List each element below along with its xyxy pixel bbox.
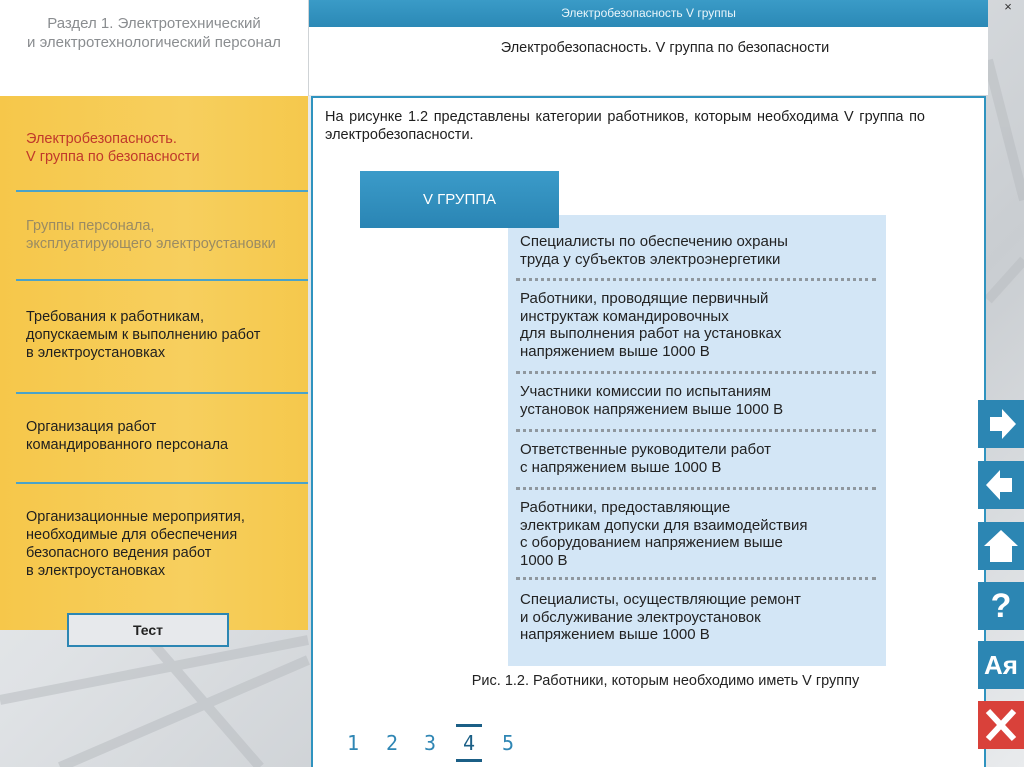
- dotted-divider: [516, 371, 876, 374]
- dotted-divider: [516, 429, 876, 432]
- window-title: Электробезопасность V группы: [309, 0, 988, 27]
- home-icon: [978, 522, 1024, 570]
- page-header: [309, 27, 988, 95]
- section-header: [0, 0, 309, 96]
- page-1[interactable]: 1: [346, 731, 360, 755]
- arrow-right-icon: [978, 400, 1024, 448]
- section-title: [0, 14, 308, 52]
- exit-button[interactable]: [978, 701, 1024, 749]
- glossary-icon: Ая: [984, 650, 1018, 680]
- category-item: Специалисты по обеспечению охраны труда у субъектов электроэнергетики: [520, 233, 788, 268]
- page-4-current[interactable]: 4: [456, 730, 482, 756]
- category-item: Специалисты, осуществляющие ремонт и обслуживание электроустановок напряжением выше 1000 В: [520, 591, 801, 643]
- close-icon: [978, 701, 1024, 749]
- sidebar-divider: [16, 482, 308, 484]
- sidebar-item-v-group[interactable]: [0, 130, 308, 190]
- dotted-divider: [516, 487, 876, 490]
- categories-panel: [508, 215, 886, 666]
- sidebar-item-label: Требования к работникам, допускаемым к выполнению работ в электроустановках: [26, 309, 261, 361]
- back-button[interactable]: [978, 461, 1024, 509]
- next-button[interactable]: [978, 400, 1024, 448]
- section-title-line1: Раздел 1. Электротехнический: [47, 15, 261, 32]
- sidebar-item-label: Группы персонала, эксплуатирующего электроустановки: [26, 218, 276, 252]
- page-title: Электробезопасность. V группа по безопасности: [500, 40, 830, 56]
- glossary-button[interactable]: [978, 641, 1024, 689]
- sidebar-item-seconded-personnel[interactable]: [0, 418, 308, 478]
- page-2[interactable]: 2: [385, 731, 399, 755]
- content-panel: [311, 96, 986, 767]
- arrow-left-icon: [978, 461, 1024, 509]
- dotted-divider: [516, 278, 876, 281]
- help-button[interactable]: [978, 582, 1024, 630]
- category-item: Участники комиссии по испытаниям установок напряжением выше 1000 В: [520, 383, 784, 418]
- category-item: Работники, предоставляющие электрикам допуски для взаимодействия с оборудованием напряжением выше 1000 В: [520, 499, 808, 569]
- page-5[interactable]: 5: [501, 731, 515, 755]
- home-button[interactable]: [978, 522, 1024, 570]
- sidebar-item-label: Электробезопасность. V группа по безопасности: [26, 131, 200, 165]
- close-icon[interactable]: ×: [1004, 0, 1012, 14]
- category-item: Ответственные руководители работ с напряжением выше 1000 В: [520, 441, 771, 476]
- figure-caption: Рис. 1.2. Работники, которым необходимо иметь V группу: [471, 673, 860, 689]
- sidebar-item-personnel-groups[interactable]: [0, 217, 308, 277]
- sidebar-divider: [16, 279, 308, 281]
- category-item: Работники, проводящие первичный инструктаж командировочных для выполнения работ на установках напряжением выше 1000 В: [520, 290, 782, 360]
- sidebar-divider: [16, 190, 308, 192]
- sidebar-item-worker-requirements[interactable]: [0, 308, 308, 388]
- sidebar-item-label: Организация работ командированного персонала: [26, 419, 229, 453]
- sidebar-divider: [16, 392, 308, 394]
- dotted-divider: [516, 577, 876, 580]
- test-button[interactable]: Тест: [67, 613, 229, 647]
- question-icon: ?: [990, 587, 1012, 625]
- sidebar-item-label: Организационные мероприятия, необходимые для обеспечения безопасного ведения работ в электроустановках: [26, 509, 245, 579]
- sidebar: [0, 96, 308, 630]
- sidebar-item-organizational-measures[interactable]: [0, 508, 308, 598]
- group-label: V ГРУППА: [360, 171, 559, 228]
- page-3[interactable]: 3: [423, 731, 437, 755]
- section-title-line2: и электротехнологический персонал: [27, 34, 281, 51]
- intro-text: На рисунке 1.2 представлены категории работников, которым необходима V группа по электробезопасности.: [325, 109, 925, 143]
